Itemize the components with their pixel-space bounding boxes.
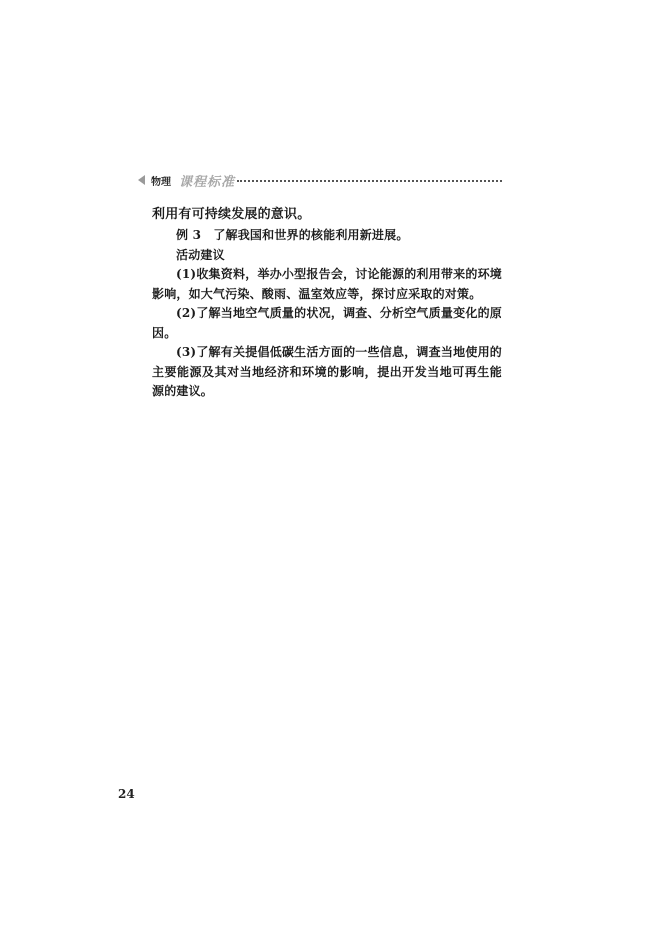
activity-item-3: (3)了解有关提倡低碳生活方面的一些信息，调查当地使用的主要能源及其对当地经济和环境的影响，提出开发当地可再生能源的建议。 xyxy=(152,345,502,398)
activity-item-2: (2)了解当地空气质量的状况，调查、分析空气质量变化的原因。 xyxy=(152,306,502,340)
header-dotted-rule xyxy=(237,180,502,182)
activity-item-1: (1)收集资料，举办小型报告会，讨论能源的利用带来的环境影响，如大气污染、酸雨、温室效应等，探讨应采取的对策。 xyxy=(152,267,502,301)
page-number: 24 xyxy=(118,787,135,801)
running-header xyxy=(138,172,502,188)
body-text xyxy=(152,204,502,402)
triangle-left-icon xyxy=(138,175,145,185)
example-heading: 例 3 了解我国和世界的核能利用新进展。 xyxy=(176,228,409,242)
activity-heading: 活动建议 xyxy=(176,247,225,262)
paragraph-continuation: 利用有可持续发展的意识。 xyxy=(152,207,311,222)
header-subject: 物理 xyxy=(151,176,171,188)
header-series-title: 课程标准 xyxy=(179,174,236,190)
